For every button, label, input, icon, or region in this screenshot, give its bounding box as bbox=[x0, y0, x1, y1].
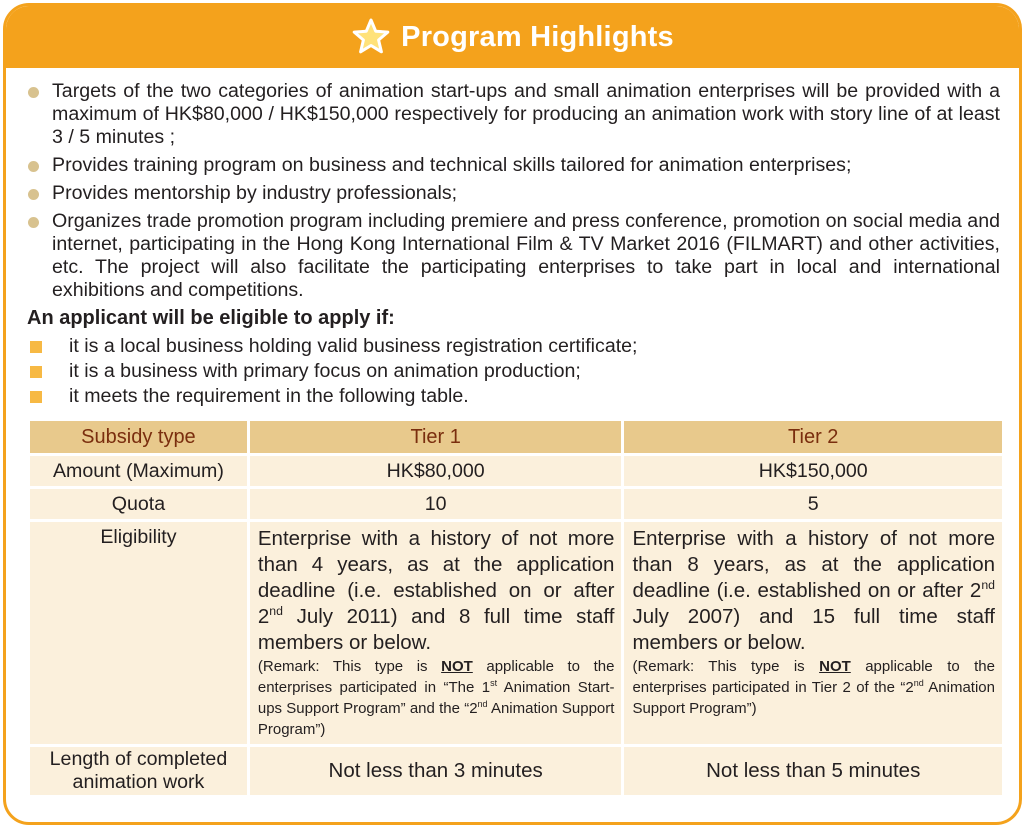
bullet-dot-icon bbox=[28, 217, 39, 228]
header-subsidy-type: Subsidy type bbox=[30, 421, 247, 453]
cell-value: 5 bbox=[624, 489, 1002, 519]
header-tier-2: Tier 2 bbox=[624, 421, 1002, 453]
header-tier-1: Tier 1 bbox=[250, 421, 622, 453]
cell-value: Not less than 5 minutes bbox=[624, 747, 1002, 795]
subsidy-table bbox=[27, 418, 1005, 798]
eligibility-list bbox=[24, 334, 1000, 409]
table-row bbox=[30, 489, 1002, 519]
table-row bbox=[30, 522, 1002, 744]
bullet-dot-icon bbox=[28, 189, 39, 200]
star-icon bbox=[351, 17, 391, 57]
list-item: Provides training program on business and technical skills tailored for animation enterprises; bbox=[24, 154, 1000, 177]
list-item: Targets of the two categories of animation start-ups and small animation enterprises will be provided with a maximum of HK$80,000 / HK$150,000 respectively for producing an animation work with story line of at least 3 / 5 minutes ; bbox=[24, 80, 1000, 149]
list-item: it is a business with primary focus on animation production; bbox=[24, 359, 1000, 384]
bullet-dot-icon bbox=[28, 87, 39, 98]
table-row bbox=[30, 456, 1002, 486]
table-row bbox=[30, 747, 1002, 795]
row-label: Quota bbox=[30, 489, 247, 519]
cell-value: HK$80,000 bbox=[250, 456, 622, 486]
remark-text: (Remark: This type is NOT applicable to the enterprises participated in Tier 2 of the “2nd Animation Support Program”) bbox=[632, 658, 995, 717]
list-item: it meets the requirement in the following table. bbox=[24, 384, 1000, 409]
eligibility-text: Enterprise with a history of not more than 8 years, as at the application deadline (i.e. established on or after 2nd July 2007) and 15 full time staff members or below. bbox=[632, 527, 995, 654]
row-label: Length of completed animation work bbox=[30, 747, 247, 795]
panel-title: Program Highlights bbox=[401, 20, 674, 53]
table-header-row bbox=[30, 421, 1002, 453]
eligibility-heading: An applicant will be eligible to apply if: bbox=[27, 307, 395, 329]
cell-eligibility-tier-1 bbox=[250, 522, 622, 744]
square-bullet-icon bbox=[30, 366, 42, 378]
list-item: it is a local business holding valid business registration certificate; bbox=[24, 334, 1000, 359]
cell-eligibility-tier-2 bbox=[624, 522, 1002, 744]
remark-text: (Remark: This type is NOT applicable to the enterprises participated in “The 1st Animation Start-ups Support Program” and the “2nd Animation Support Program”) bbox=[257, 658, 615, 738]
square-bullet-icon bbox=[30, 391, 42, 403]
bullet-dot-icon bbox=[28, 161, 39, 172]
eligibility-text: Enterprise with a history of not more than 4 years, as at the application deadline (i.e. established on or after 2nd July 2011) and 8 full time staff members or below. bbox=[257, 527, 615, 654]
cell-value: HK$150,000 bbox=[624, 456, 1002, 486]
row-label: Amount (Maximum) bbox=[30, 456, 247, 486]
list-item: Organizes trade promotion program including premiere and press conference, promotion on social media and internet, participating in the Hong Kong International Film & TV Market 2016 (FILMART) and other activities, etc. The project will also facilitate the participating enterprises to take part in local and international exhibitions and competitions. bbox=[24, 210, 1000, 302]
square-bullet-icon bbox=[30, 341, 42, 353]
row-label: Eligibility bbox=[30, 522, 247, 744]
highlights-list bbox=[24, 80, 1000, 302]
cell-value: Not less than 3 minutes bbox=[250, 747, 622, 795]
list-item: Provides mentorship by industry professionals; bbox=[24, 182, 1000, 205]
cell-value: 10 bbox=[250, 489, 622, 519]
program-highlights-panel bbox=[3, 3, 1022, 825]
panel-header bbox=[6, 6, 1019, 68]
